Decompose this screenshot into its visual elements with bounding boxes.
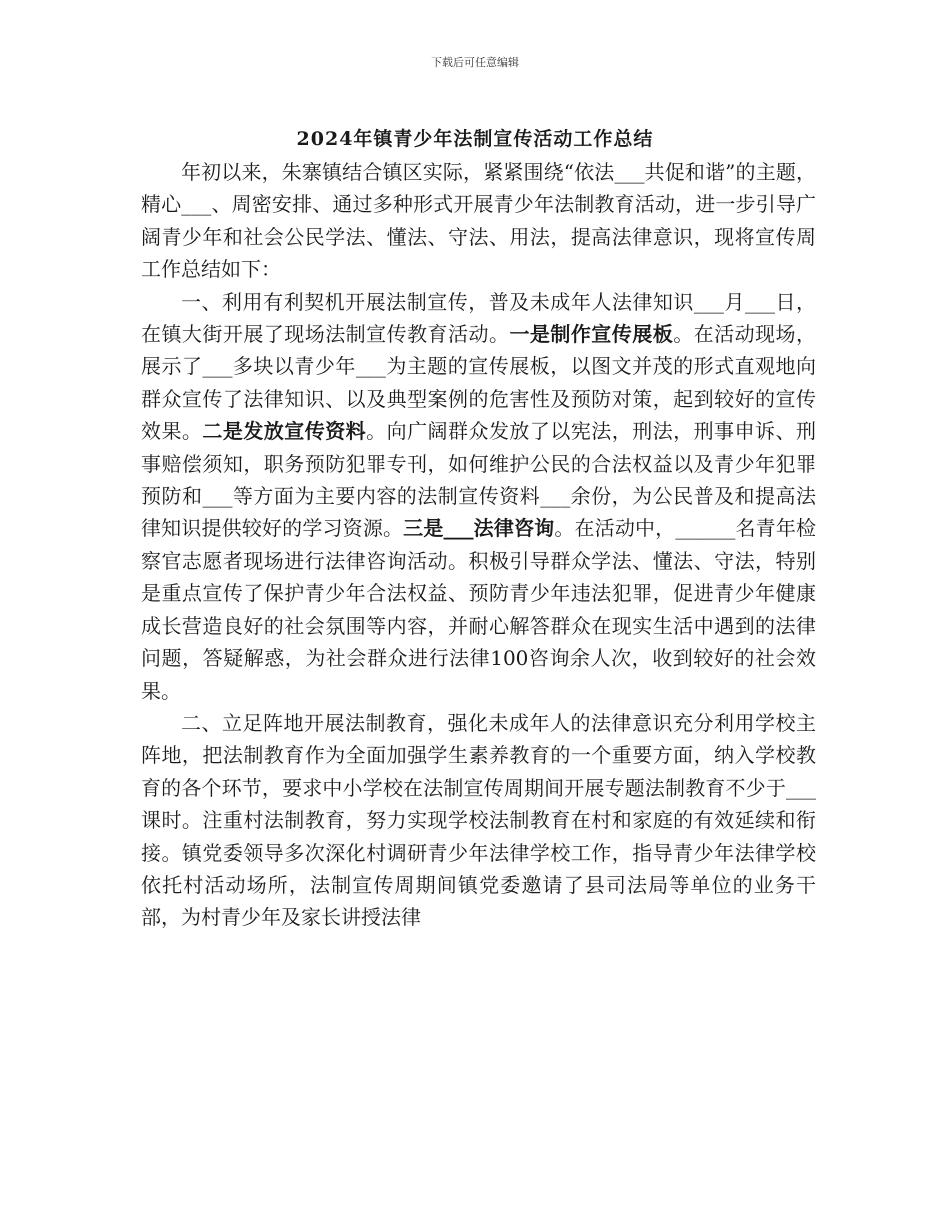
bold-point-three: 三是___法律咨询 — [403, 516, 555, 541]
point-two-text: 。向广阔群众发放了以宪法，刑法，刑事申诉、刑事赔偿须知，职务预防犯罪专刊，如何维护公民的合法权益以及青少年犯罪预防和___等方面为主要内容的法制宣传资料___余份，为公民普及和提高法律知识提供较好的学习资源。 — [141, 419, 816, 541]
bold-point-two: 二是发放宣传资料 — [202, 419, 367, 444]
section-one-intro: 一、利用有利契机开展法制宣传，普及未成年人法律知识___月___日，在镇大街开展了现场法制宣传教育活动。 — [141, 289, 816, 347]
paragraph-section-two: 二、立足阵地开展法制教育，强化未成年人的法律意识充分利用学校主阵地，把法制教育作为全面加强学生素养教育的一个重要方面，纳入学校教育的各个环节，要求中小学校在法制宣传周期间开展专题法制教育不少于___课时。注重村法制教育，努力实现学校法制教育在村和家庭的有效延续和衔接。镇党委领导多次深化村调研青少年法律学校工作，指导青少年法律学校依托村活动场所，法制宣传周期间镇党委邀请了县司法局等单位的业务干部，为村青少年及家长讲授法律 — [141, 710, 816, 930]
point-one-text: 。在活动现场，展示了___多块以青少年___为主题的宣传展板，以图文并茂的形式直观地向群众宣传了法律知识、以及典型案例的危害性及预防对策，起到较好的宣传效果。 — [141, 322, 816, 444]
paragraph-section-one — [141, 286, 816, 707]
bold-point-one: 一是制作宣传展板 — [509, 322, 674, 347]
page-header-note: 下载后可任意编辑 — [431, 56, 519, 69]
document-body — [141, 156, 816, 934]
document-title: 2024年镇青少年法制宣传活动工作总结 — [296, 128, 654, 150]
paragraph-intro: 年初以来，朱寨镇结合镇区实际，紧紧围绕“依法___共促和谐”的主题，精心___、周密安排、通过多种形式开展青少年法制教育活动，进一步引导广阔青少年和社会公民学法、懂法、守法、用法，提高法律意识，现将宣传周工作总结如下： — [141, 160, 816, 282]
point-three-text: 。在活动中，______名青年检察官志愿者现场进行法律咨询活动。积极引导群众学法、懂法、守法，特别是重点宣传了保护青少年合法权益、预防青少年违法犯罪，促进青少年健康成长营造良好的社会氛围等内容，并耐心解答群众在现实生活中遇到的法律问题，答疑解惑，为社会群众进行法律100咨询余人次，收到较好的社会效果。 — [141, 516, 817, 703]
